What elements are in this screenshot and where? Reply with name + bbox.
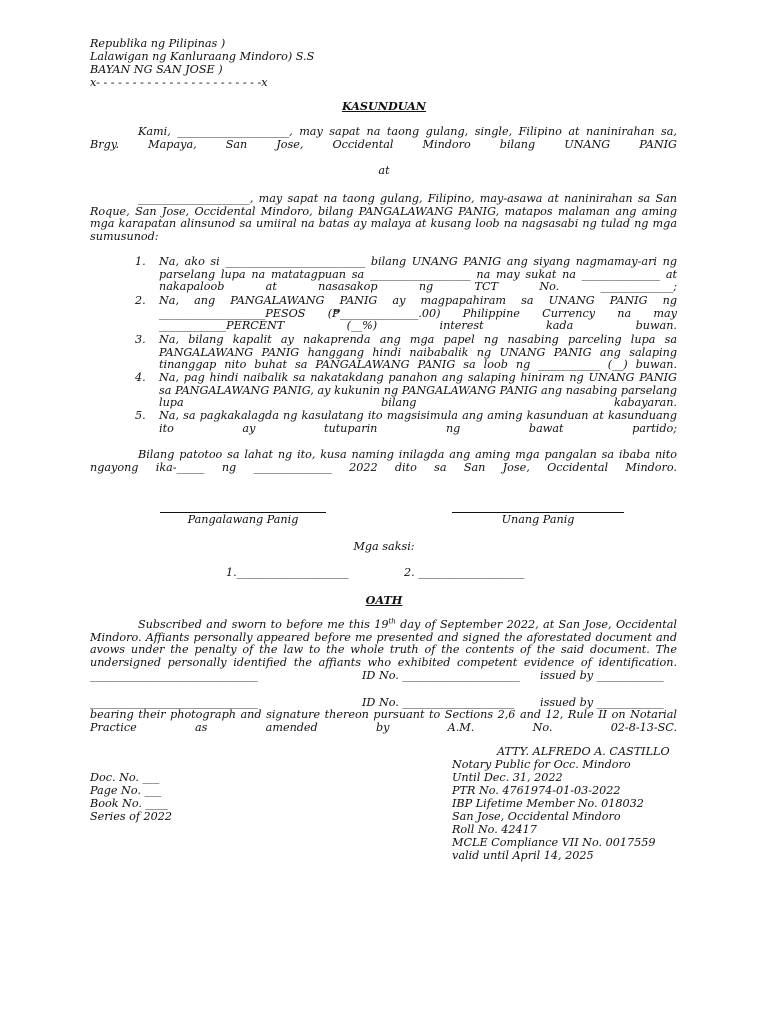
list-item: Na, bilang kapalit ay nakaprenda ang mga papel ng nasabing parceling lupa sa PANGALAWANG PANIG hanggang hindi naibabalik ng UNANG PANIG ang salaping tinanggap nito buhat sa PANGALAWANG PANIG sa loob ng ___________ (__) buwan. bbox=[159, 333, 677, 372]
conjunction-at: at bbox=[378, 164, 390, 177]
notary-validity: Until Dec. 31, 2022 bbox=[452, 771, 563, 784]
notary-roll: Roll No. 42417 bbox=[452, 823, 537, 836]
affiant-id-1: ID No. _____________________ bbox=[362, 669, 520, 682]
witness-heading: Mga saksi: bbox=[353, 540, 415, 553]
list-number: 1. bbox=[135, 255, 146, 268]
list-item: Na, ako si _________________________ bilang UNANG PANIG ang siyang nagmamay-ari ng parselang lupa na matatagpuan sa __________________ na may sukat na ______________ at nakapaloob at nasasakop ng TCT No. _____________; bbox=[159, 255, 677, 294]
header-line-province: Republika ng Pilipinas ) bbox=[90, 37, 226, 50]
book-number: Book No. ____ bbox=[90, 797, 168, 810]
notary-ibp: IBP Lifetime Member No. 018032 bbox=[452, 797, 644, 810]
doc-number: Doc. No. ___ bbox=[90, 771, 160, 784]
oath-title: OATH bbox=[365, 593, 403, 607]
notary-name: ATTY. ALFREDO A. CASTILLO bbox=[497, 745, 670, 758]
notary-commission: Notary Public for Occ. Mindoro bbox=[452, 758, 631, 771]
affiant-name-line-2: ______________________________ bbox=[90, 696, 258, 709]
notary-address: San Jose, Occidental Mindoro bbox=[452, 810, 621, 823]
header-line-region: Lalawigan ng Kanluraang Mindoro) S.S bbox=[90, 50, 315, 63]
list-number: 2. bbox=[135, 294, 146, 307]
signature-label-second-party: Pangalawang Panig bbox=[187, 513, 299, 526]
affiant-id-2: ID No. ____________________ bbox=[362, 696, 515, 709]
page-number: Page No. ___ bbox=[90, 784, 162, 797]
list-number: 5. bbox=[135, 409, 146, 422]
oath-paragraph: Subscribed and sworn to before me this 19th day of September 2022, at San Jose, Occidental Mindoro. Affiants personally appeared before me presented and signed the aforestated document and avows under the penalty of the law to the whole truth of the contents of the said document. The undersigned personally identified the affiants who exhibited competent evidence of identification. bbox=[90, 617, 677, 669]
intro-paragraph-first-party: Kami, ____________________, may sapat na taong gulang, single, Filipino at naninirahan sa, Brgy. Mapaya, San Jose, Occidental Mindoro bilang UNANG PANIG bbox=[90, 125, 677, 151]
notary-mcle: MCLE Compliance VII No. 0017559 bbox=[452, 836, 656, 849]
notary-ptr: PTR No. 4761974-01-03-2022 bbox=[452, 784, 621, 797]
list-item: Na, sa pagkakalagda ng kasulatang ito magsisimula ang aming kasunduan at kasunduang ito ay tutuparin ng bawat partido; bbox=[159, 409, 677, 435]
notary-mcle-validity: valid until April 14, 2025 bbox=[452, 849, 594, 862]
witness-line-1: 1.____________________ bbox=[226, 566, 349, 579]
closing-paragraph: Bilang patotoo sa lahat ng ito, kusa naming inilagda ang aming mga pangalan sa ibaba nito ngayong ika-_____ ng ______________ 2022 dito sa San Jose, Occidental Mindoro. bbox=[90, 448, 677, 474]
header-line-town: BAYAN NG SAN JOSE ) bbox=[90, 63, 223, 76]
list-item: Na, pag hindi naibalik sa nakatakdang panahon ang salaping hiniram ng UNANG PANIG sa PANGALAWANG PANIG, ay kukunin ng PANGALAWANG PANIG ang nasabing parselang lupa bilang kabayaran. bbox=[159, 371, 677, 410]
list-number: 4. bbox=[135, 371, 146, 384]
series-year: Series of 2022 bbox=[90, 810, 173, 823]
affiant-name-line-1: ______________________________ bbox=[90, 669, 258, 682]
document-title: KASUNDUAN bbox=[341, 99, 427, 113]
signature-label-first-party: Unang Panig bbox=[501, 513, 575, 526]
intro-paragraph-second-party: ____________________, may sapat na taong gulang, Filipino, may-asawa at naninirahan sa San Roque, San Jose, Occidental Mindoro, bilang PANGALAWANG PANIG, matapos malaman ang aming mga karapatan alinsunod sa umiiral na batas ay malaya at kusang loob na nagsasabi ng tulad ng mga sumusunod: bbox=[90, 192, 677, 243]
affiant-issued-1: issued by ____________ bbox=[540, 669, 664, 682]
witness-line-2: 2. ___________________ bbox=[404, 566, 525, 579]
header-separator: x- - - - - - - - - - - - - - - - - - - - - - -x bbox=[90, 76, 268, 89]
list-item: Na, ang PANGALAWANG PANIG ay magpapahiram sa UNANG PANIG ng ___________________PESOS (₱______________.00) Philippine Currency na may ____________PERCENT (__%) interest kada buwan. bbox=[159, 294, 677, 333]
oath-basis-paragraph: bearing their photograph and signature thereon pursuant to Sections 2,6 and 12, Rule II on Notarial Practice as amended by A.M. No. 02-8-13-SC. bbox=[90, 708, 677, 734]
list-number: 3. bbox=[135, 333, 146, 346]
affiant-issued-2: issued by ____________ bbox=[540, 696, 664, 709]
